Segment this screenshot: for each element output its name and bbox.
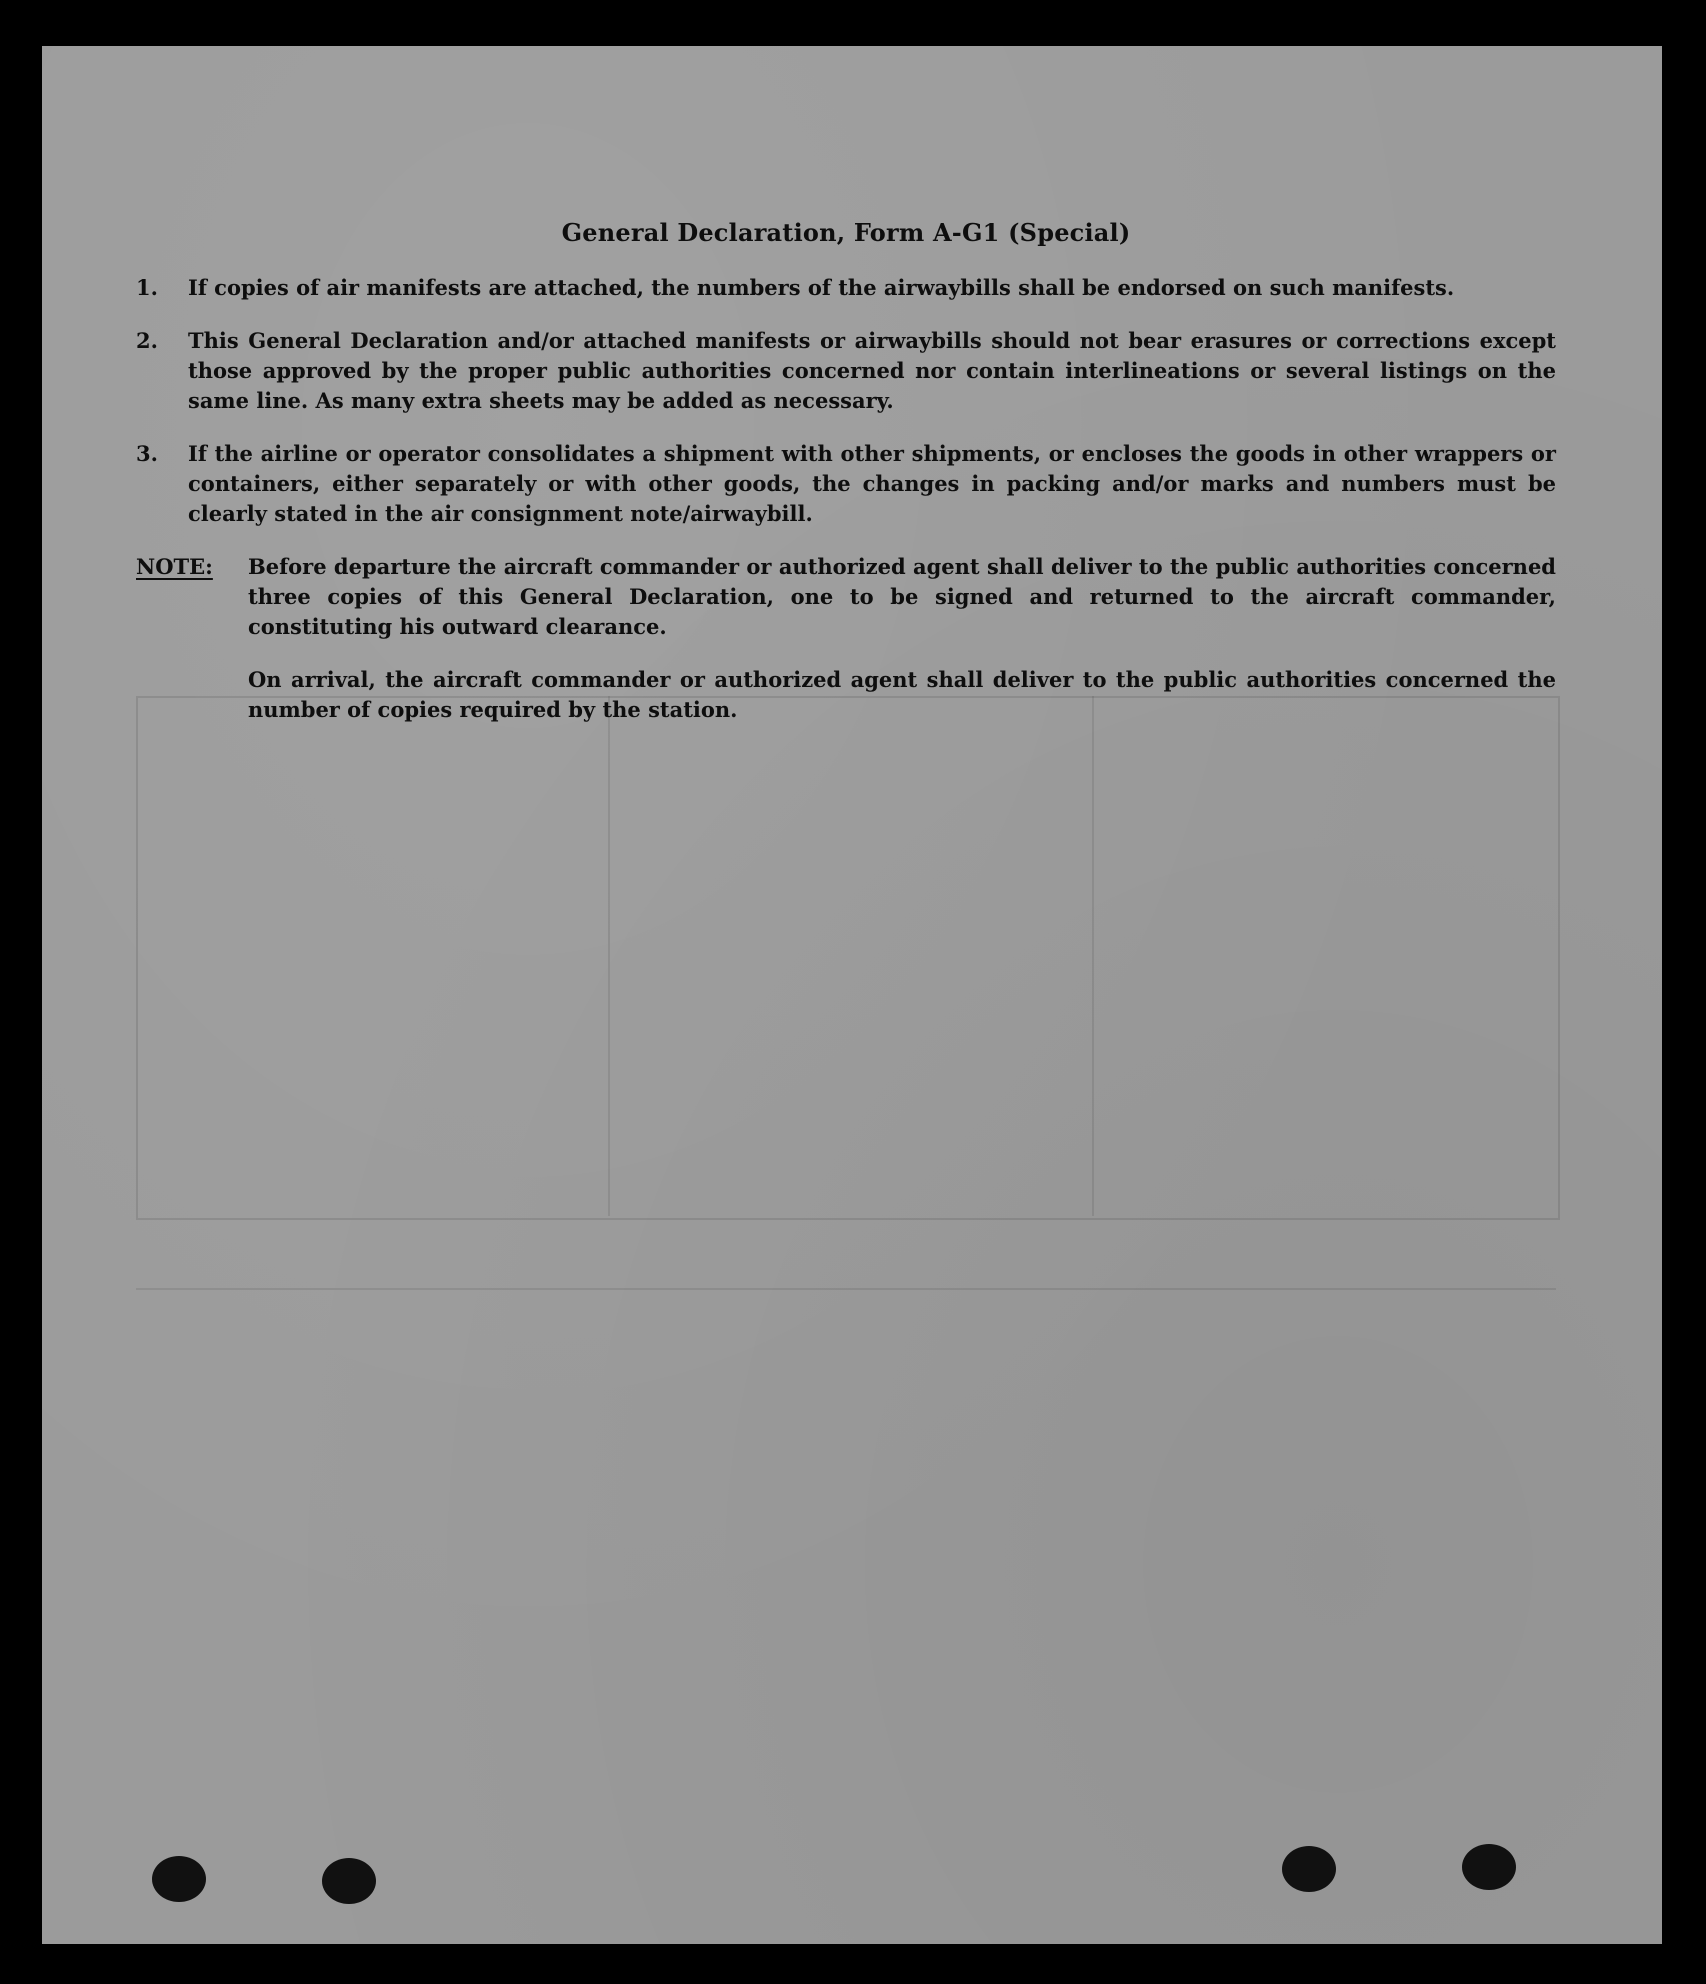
instruction-item-3 — [136, 439, 1556, 529]
item-text: This General Declaration and/or attached manifests or airwaybills should not bear erasures or corrections except those approved by the proper public authorities concerned nor contain interlineations or several listings on the same line. As many extra sheets may be added as necessary. — [188, 328, 1556, 413]
note-section — [136, 552, 1556, 748]
bleed-through-col-1 — [608, 696, 610, 1216]
instruction-item-2 — [136, 326, 1556, 416]
bleed-through-table — [136, 696, 1560, 1220]
punch-hole-3 — [1282, 1846, 1336, 1892]
item-number: 2. — [136, 328, 158, 353]
bleed-through-col-2 — [1092, 696, 1094, 1216]
note-label: NOTE: — [136, 554, 213, 579]
punch-hole-2 — [322, 1858, 376, 1904]
punch-hole-1 — [152, 1856, 206, 1902]
item-text: If copies of air manifests are attached, the numbers of the airwaybills shall be endorsed on such manifests. — [188, 275, 1455, 300]
instruction-item-1 — [136, 273, 1556, 303]
item-number: 1. — [136, 275, 158, 300]
item-number: 3. — [136, 441, 158, 466]
page-title: General Declaration, Form A-G1 (Special) — [561, 218, 1131, 247]
declaration-instructions — [136, 218, 1556, 748]
note-body — [248, 552, 1556, 748]
punch-hole-4 — [1462, 1844, 1516, 1890]
note-paragraph-arrival: On arrival, the aircraft commander or authorized agent shall deliver to the public authorities concerned the number of copies required by the station. — [248, 667, 1556, 722]
item-text: If the airline or operator consolidates a shipment with other shipments, or encloses the goods in other wrappers or containers, either separately or with other goods, the changes in packing and/or marks and numbers must be clearly stated in the air consignment note/airwaybill. — [188, 441, 1556, 526]
document-page — [42, 46, 1662, 1944]
bleed-through-rule — [136, 1288, 1556, 1290]
note-paragraph-departure: Before departure the aircraft commander or authorized agent shall deliver to the public authorities concerned three copies of this General Declaration, one to be signed and returned to the aircraft commander, constituting his outward clearance. — [248, 554, 1556, 639]
